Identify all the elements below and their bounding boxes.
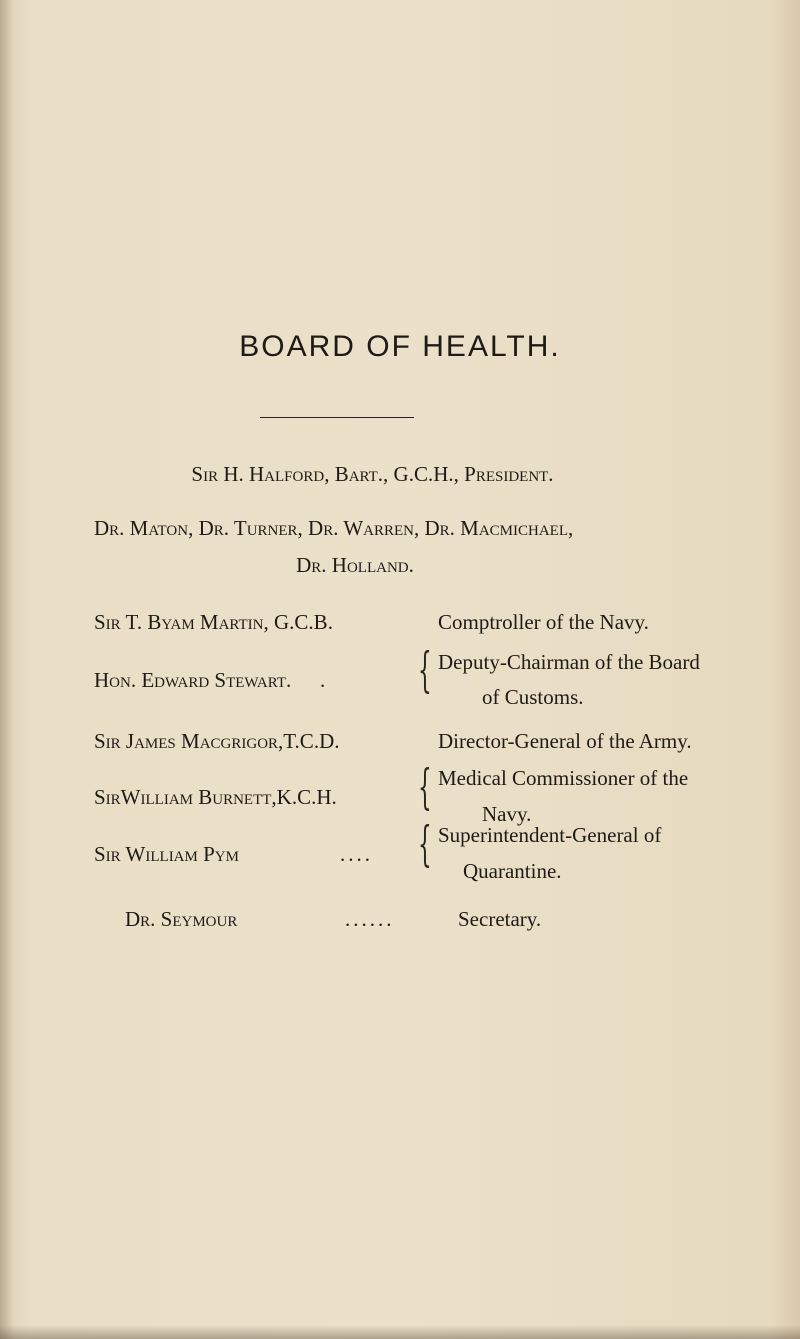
physicians-line-2: Dr. Holland. [296,553,414,577]
page-shadow-left [0,0,14,1339]
secretary-role: Secretary. [458,907,542,931]
member-role-cont: of Customs. [482,685,584,709]
member-name: Sir James Macgrigor,T.C.D. [94,729,340,753]
brace-glyph: { [418,816,432,872]
member-role: Comptroller of the Navy. [438,610,649,634]
president-line: Sir H. Halford, Bart., G.C.H., President. [191,462,554,486]
member-role: Director-General of the Army. [438,729,692,753]
brace-glyph: { [418,759,432,815]
member-name: Hon. Edward Stewart. [94,668,292,692]
brace-glyph: { [418,642,432,698]
title-divider [260,417,414,418]
page-title: BOARD OF HEALTH. [239,330,561,363]
secretary-name: Dr. Seymour [125,907,238,931]
leader-dots: .... [340,842,373,866]
page-shadow-bottom [0,1325,800,1339]
member-name: Sir T. Byam Martin, G.C.B. [94,610,333,634]
member-role-cont: Quarantine. [463,859,562,883]
member-role: Medical Commissioner of the [438,766,689,790]
member-name: SirWilliam Burnett,K.C.H. [94,785,337,809]
member-name: Sir William Pym [94,842,239,866]
leader-dots: ...... [345,907,395,931]
member-role: Deputy-Chairman of the Board [438,650,700,674]
member-role-cont: Navy. [482,802,532,826]
physicians-line-1: Dr. Maton, Dr. Turner, Dr. Warren, Dr. Macmichael, [94,516,574,540]
member-role: Superintendent-General of [438,823,662,847]
leader-dots: . [320,668,329,692]
